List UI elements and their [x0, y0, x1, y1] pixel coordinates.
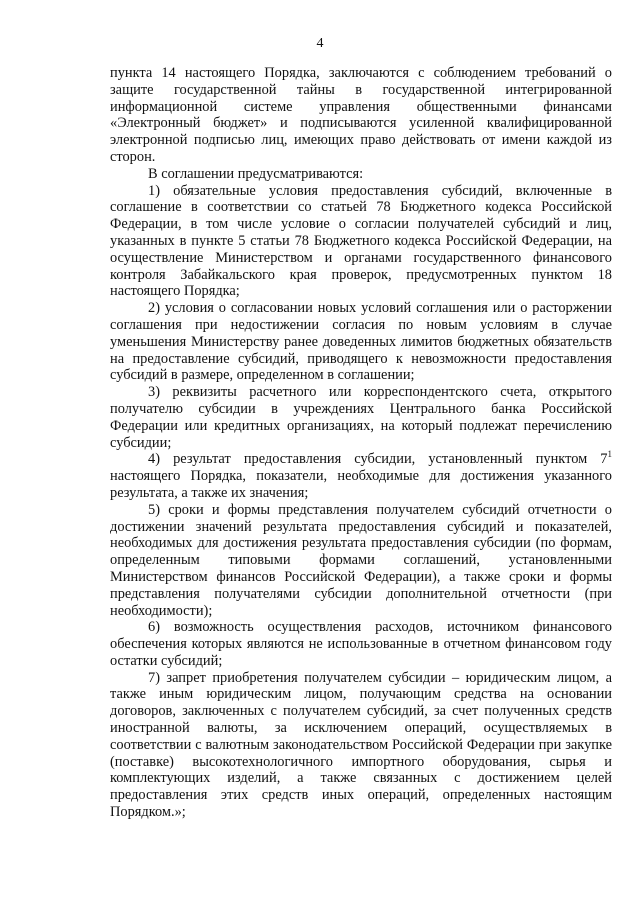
- superscript-reference: 1: [607, 449, 612, 460]
- paragraph-agreement-intro: В соглашении предусматриваются:: [148, 165, 364, 182]
- paragraph-item-1: 1) обязательные условия предоставления субсидий, включенные в соглашение в соответствии со статьей 78 Бюджетного кодекса Российской Федерации, в том числе условие о согласии получателей субсидий и лиц, указанных в пункте 5 статьи 78 Бюджетного кодекса Российской Федерации, на осуществление Министерством и органами государственного финансового контроля Забайкальского края проверок, предусмотренных пунктом 18 настоящего Порядка;: [110, 182, 612, 300]
- paragraph-item-4-start: 4) результат предоставления субсидии, установленный пунктом 7: [148, 451, 608, 468]
- paragraph-item-3: 3) реквизиты расчетного или корреспондентского счета, открытого получателю субсидии в учреждениях Центрального банка Российской Федерации или кредитных организациях, на который подлежат перечислению субсидии;: [110, 384, 612, 451]
- paragraph-item-4: [110, 451, 612, 501]
- paragraph-item-6: 6) возможность осуществления расходов, источником финансового обеспечения которых являются не использованные в отчетном финансовом году остатки субсидий;: [110, 619, 612, 669]
- paragraph-continuation: пункта 14 настоящего Порядка, заключаются с соблюдением требований о защите государственной тайны в государственной интегрированной информационной системе управления общественными финансами «Электронный бюджет» и подписываются усиленной квалифицированной электронной подписью лиц, имеющих право действовать от имени каждой из сторон.: [110, 65, 612, 165]
- document-body: [110, 65, 612, 821]
- page-number: 4: [316, 36, 324, 51]
- paragraph-item-7: 7) запрет приобретения получателем субсидии – юридическим лицом, а также иным юридическим лицом, получающим средства на основании договоров, заключенных с получателем субсидий, за счет полученных средств иностранной валюты, за исключением операций, осуществляемых в соответствии с валютным законодательством Российской Федерации при закупке (поставке) высокотехнологичного импортного оборудования, сырья и комплектующих изделий, а также связанных с достижением целей предоставления этих средств иных операций, определенных настоящим Порядком.»;: [110, 669, 612, 821]
- paragraph-item-5: 5) сроки и формы представления получателем субсидий отчетности о достижении значений результата предоставления субсидий и показателей, необходимых для достижения результата предоставления субсидии (по формам, определенным типовыми формами соглашений, установленными Министерством финансов Российской Федерации), а также сроки и формы представления получателями субсидии дополнительной отчетности (при необходимости);: [110, 501, 612, 619]
- paragraph-item-2: 2) условия о согласовании новых условий соглашения или о расторжении соглашения при недостижении согласия по новым условиям в случае уменьшения Министерству ранее доведенных лимитов бюджетных обязательств на предоставление субсидий, приводящего к невозможности предоставления субсидий в размере, определенном в соглашении;: [110, 300, 612, 384]
- paragraph-item-4-end: настоящего Порядка, показатели, необходимые для достижения указанного результата, а также их значения;: [110, 468, 612, 501]
